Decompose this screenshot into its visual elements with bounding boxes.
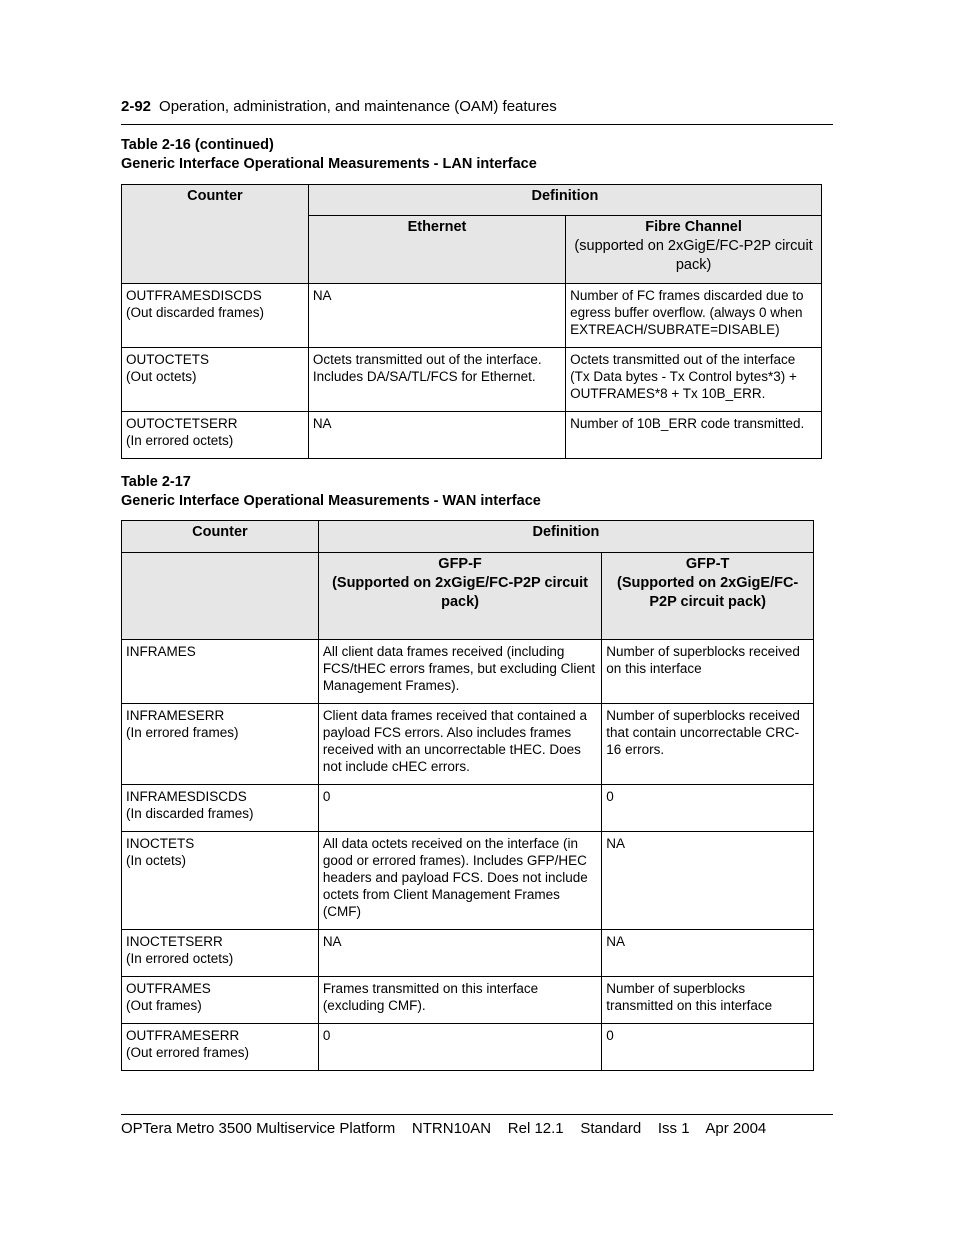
table1-caption <box>121 136 537 174</box>
footer-rule <box>121 1114 833 1115</box>
gfp-f-cell: Frames transmitted on this interface (excluding CMF). <box>318 977 601 1024</box>
counter-cell: OUTFRAMESERR (Out errored frames) <box>122 1024 319 1071</box>
table1-caption-line2: Generic Interface Operational Measurements - LAN interface <box>121 156 537 172</box>
gfp-t-cell: Number of superblocks received on this interface <box>602 640 814 704</box>
page-header <box>121 98 833 115</box>
table2-caption-line2: Generic Interface Operational Measurements - WAN interface <box>121 493 541 509</box>
page-number: 2-92 <box>121 98 152 115</box>
table2-header-gfp-f: GFP-F (Supported on 2xGigE/FC-P2P circuit pack) <box>318 553 601 640</box>
table-row <box>122 930 814 977</box>
gfp-t-cell: NA <box>602 832 814 930</box>
table1-header-definition: Definition <box>308 185 821 216</box>
table2-caption <box>121 473 541 511</box>
ethernet-cell: NA <box>308 412 565 459</box>
table-row <box>122 785 814 832</box>
counter-cell: INFRAMES <box>122 640 319 704</box>
gfp-f-cell: 0 <box>318 1024 601 1071</box>
gfp-f-cell: All data octets received on the interface (in good or errored frames). Includes GFP/HEC headers and payload FCS. Does not include octets from Client Management Frames (CMF) <box>318 832 601 930</box>
gfp-t-cell: 0 <box>602 785 814 832</box>
gfp-f-cell: Client data frames received that contained a payload FCS errors. Also includes frames received with an uncorrectable tHEC. Does not include cHEC errors. <box>318 704 601 785</box>
table2-wan-interface <box>121 520 814 1071</box>
counter-cell: OUTFRAMESDISCDS (Out discarded frames) <box>122 284 309 348</box>
gfp-f-cell: All client data frames received (including FCS/tHEC errors frames, but excluding Client Management Frames). <box>318 640 601 704</box>
fibre-channel-cell: Number of 10B_ERR code transmitted. <box>566 412 822 459</box>
table-row <box>122 704 814 785</box>
table1-header-fibre-channel: Fibre Channel (supported on 2xGigE/FC-P2P circuit pack) <box>566 216 822 284</box>
table-row <box>122 348 822 412</box>
fibre-channel-cell: Octets transmitted out of the interface (Tx Data bytes - Tx Control bytes*3) + OUTFRAMES*8 + Tx 10B_ERR. <box>566 348 822 412</box>
counter-cell: INOCTETS (In octets) <box>122 832 319 930</box>
table-row <box>122 832 814 930</box>
gfp-t-cell: Number of superblocks transmitted on this interface <box>602 977 814 1024</box>
counter-cell: OUTOCTETS (Out octets) <box>122 348 309 412</box>
table2-header-counter: Counter <box>122 521 319 553</box>
gfp-f-cell: NA <box>318 930 601 977</box>
table1-lan-interface <box>121 184 822 459</box>
counter-cell: OUTOCTETSERR (In errored octets) <box>122 412 309 459</box>
table-row <box>122 640 814 704</box>
table1-header-counter: Counter <box>122 185 309 284</box>
table-row <box>122 977 814 1024</box>
counter-cell: INFRAMESERR (In errored frames) <box>122 704 319 785</box>
table-row <box>122 412 822 459</box>
section-title: Operation, administration, and maintenance (OAM) features <box>159 98 557 115</box>
gfp-t-cell: NA <box>602 930 814 977</box>
gfp-t-cell: 0 <box>602 1024 814 1071</box>
gfp-f-cell: 0 <box>318 785 601 832</box>
fibre-channel-cell: Number of FC frames discarded due to egress buffer overflow. (always 0 when EXTREACH/SUBRATE=DISABLE) <box>566 284 822 348</box>
ethernet-cell: Octets transmitted out of the interface. Includes DA/SA/TL/FCS for Ethernet. <box>308 348 565 412</box>
counter-cell: INFRAMESDISCDS (In discarded frames) <box>122 785 319 832</box>
table2-header-gfp-t: GFP-T (Supported on 2xGigE/FC-P2P circuit pack) <box>602 553 814 640</box>
table1-header-ethernet: Ethernet <box>308 216 565 284</box>
counter-cell: OUTFRAMES (Out frames) <box>122 977 319 1024</box>
header-rule <box>121 124 833 125</box>
table2-header-empty <box>122 553 319 640</box>
table2-caption-line1: Table 2-17 <box>121 474 191 490</box>
table1-caption-line1: Table 2-16 (continued) <box>121 137 274 153</box>
table-row <box>122 284 822 348</box>
counter-cell: INOCTETSERR (In errored octets) <box>122 930 319 977</box>
ethernet-cell: NA <box>308 284 565 348</box>
gfp-t-cell: Number of superblocks received that contain uncorrectable CRC-16 errors. <box>602 704 814 785</box>
page-footer: OPTera Metro 3500 Multiservice Platform NTRN10AN Rel 12.1 Standard Iss 1 Apr 2004 <box>121 1120 767 1137</box>
table-row <box>122 1024 814 1071</box>
table2-header-definition: Definition <box>318 521 813 553</box>
